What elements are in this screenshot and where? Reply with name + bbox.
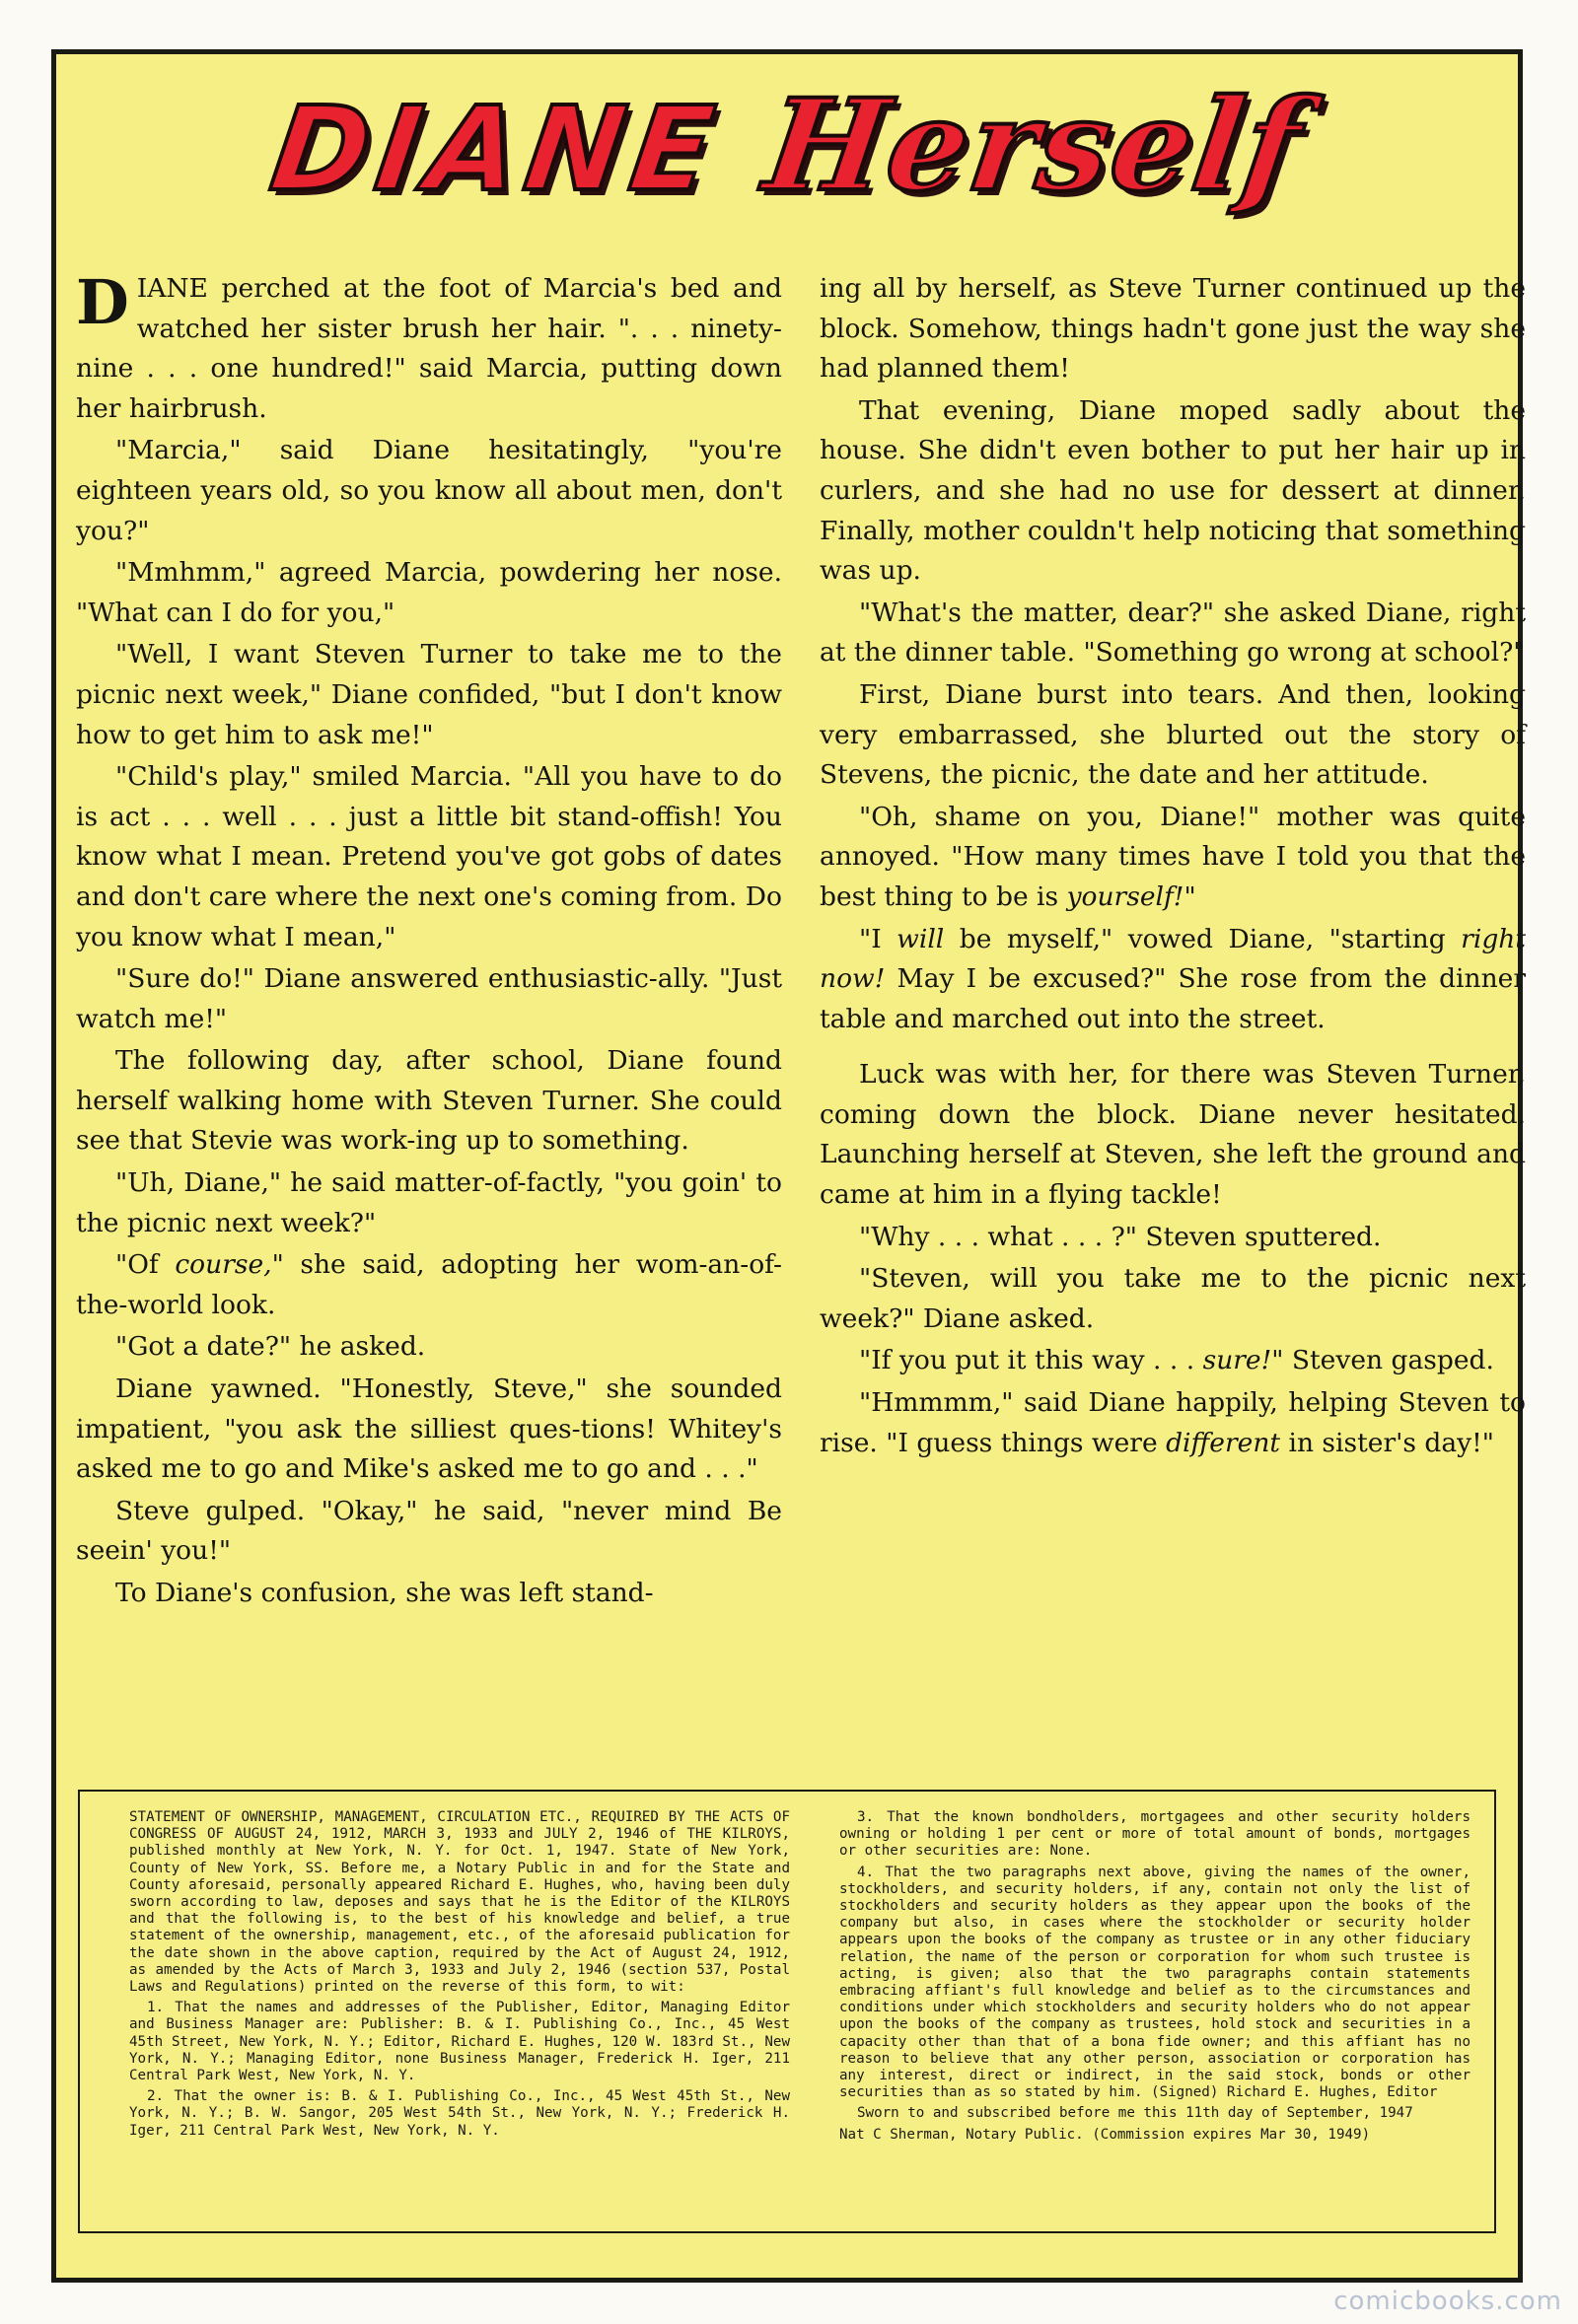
story-paragraph: "Got a date?" he asked. [115,1331,426,1363]
story-paragraph: Steve gulped. "Okay," he said, "never mind Be seein' you!" [76,1495,782,1567]
story-paragraph [820,798,1526,918]
story-paragraph: Diane yawned. "Honestly, Steve," she sounded impatient, "you ask the silliest ques-tions! Whitey's asked me to go and Mike's asked me to go and . . ." [76,1373,782,1485]
story-text: " [1184,880,1196,912]
statement-paragraph: 3. That the known bondholders, mortgagees and other security holders owning or holding 1 per cent or more of total amount of bonds, mortgages or other securities are: None. [839,1809,1470,1860]
statement-paragraph: Nat C Sherman, Notary Public. (Commission expires Mar 30, 1949) [839,2126,1371,2143]
story-paragraph: "Sure do!" Diane answered enthusiastic-ally. "Just watch me!" [76,963,782,1034]
ownership-statement-right [839,1809,1470,2148]
story-paragraph [76,1245,782,1325]
paragraph-gap [820,1041,1526,1055]
story-emphasis: right now! [820,923,1526,995]
story-paragraph: "Marcia," said Diane hesitatingly, "you're eighteen years old, so you know all about men, don't you?" [76,435,782,546]
story-text: be myself," vowed Diane, "starting [944,923,1462,954]
story-text: May I be excused?" She rose from the dinner table and marched out into the street. [820,963,1526,1034]
story-paragraph: Luck was with her, for there was Steven Turner, coming down the block. Diane never hesitated. Launching herself at Steven, she left the ground and came at him in a flying tackle! [820,1059,1526,1211]
story-text: "Hmmmm," said Diane happily, helping Steven to rise. "I guess things were [820,1387,1526,1458]
story-paragraph [820,920,1526,1040]
story-paragraph: "Mmhmm," agreed Marcia, powdering her nose. "What can I do for you," [76,557,782,628]
story-paragraph: To Diane's confusion, she was left stand- [115,1578,654,1608]
title-herself: Herself [756,72,1312,220]
story-title [56,72,1518,269]
statement-paragraph: 2. That the owner is: B. & I. Publishing Co., Inc., 45 West 45th St., New York, N. Y.; B. W. Sangor, 205 West 54th St., New York, N. Y.; Frederick H. Iger, 211 Central Park West, New York, N. Y. [129,2088,790,2139]
story-paragraph: That evening, Diane moped sadly about the house. She didn't even bother to put her hair up in curlers, and she had no use for dessert at dinner. Finally, mother couldn't help noticing that something was up. [820,394,1526,587]
story-text: "If you put it this way . . . [859,1345,1203,1376]
statement-paragraph: Sworn to and subscribed before me this 11th day of September, 1947 [857,2105,1413,2122]
story-paragraph: "What's the matter, dear?" she asked Diane, right at the dinner table. "Something go wrong at school?" [820,597,1526,669]
story-text: IANE perched at the foot of Marcia's bed and watched her sister brush her hair. ". . . ninety-nine . . . one hundred!" said Marcia, putting down her hairbrush. [76,273,782,424]
story-paragraph [76,266,782,429]
drop-cap: D [76,266,129,338]
story-text: " Steven gasped. [1271,1345,1494,1376]
ownership-statement-box [78,1790,1496,2233]
story-paragraph: The following day, after school, Diane found herself walking home with Steven Turner. She could see that Stevie was work-ing up to something. [76,1045,782,1157]
story-paragraph [820,1341,1526,1381]
story-text: "I [859,923,897,954]
story-paragraph: "Uh, Diane," he said matter-of-factly, "you goin' to the picnic next week?" [76,1167,782,1238]
story-paragraph: First, Diane burst into tears. And then, looking very embarrassed, she blurted out the story of Stevens, the picnic, the date and her attitude. [820,678,1526,791]
title-diane: DIANE [263,81,730,217]
story-paragraph: "Well, I want Steven Turner to take me to the picnic next week," Diane confided, "but I don't know how to get him to ask me!" [76,639,782,750]
story-text: " she said, adopting her wom-an-of-the-world look. [76,1249,783,1320]
story-text: "Oh, shame on you, Diane!" mother was quite annoyed. "How many times have I told you that the best thing to be is [820,801,1526,912]
story-paragraph: "Child's play," smiled Marcia. "All you have to do is act . . . well . . . just a little bit stand-offish! You know what I mean. Pretend you've got gobs of dates and don't care where the next one's coming from. Do you know what I mean," [76,761,782,952]
story-paragraph [820,1383,1526,1463]
story-paragraph: "Why . . . what . . . ?" Steven sputtered. [859,1221,1382,1252]
statement-paragraph: 4. That the two paragraphs next above, giving the names of the owner, stockholders, and security holders, if any, contain not only the list of stockholders and security holders as they appear upon the books of the company but also, in cases where the stockholder or security holder appears upon the books of the company as trustee or in any other fiduciary relation, the name of the person or corporation for whom such trustee is acting, is given; also that the two paragraphs contain statements embracing affiant's full knowledge and belief as to the circumstances and conditions under which stockholders and security holders who do not appear upon the books of the company as trustees, hold stock and securities in a capacity other than that of a bona fide owner; and this affiant has no reason to believe that any other person, association or corporation has any interest, direct or indirect, in the said stock, bonds or other securities than as so stated by him. (Signed) Richard E. Hughes, Editor [839,1864,1470,2101]
story-text: in sister's day!" [1280,1427,1494,1458]
statement-paragraph: 1. That the names and addresses of the Publisher, Editor, Managing Editor and Business Manager are: Publisher: B. & I. Publishing Co., Inc., 45 West 45th Street, New York, N. Y.; Editor, Richard E. Hughes, 120 W. 183rd St., New York, N. Y.; Managing Editor, none Business Manager, Frederick H. Iger, 211 Central Park West, New York, N. Y. [129,2000,790,2084]
statement-paragraph: STATEMENT OF OWNERSHIP, MANAGEMENT, CIRCULATION ETC., REQUIRED BY THE ACTS OF CONGRESS OF AUGUST 24, 1912, MARCH 3, 1933 and JULY 2, 1946 of THE KILROYS, published monthly at New York, N. Y. for Oct. 1, 1947. State of New York, County of New York, SS. Before me, a Notary Public in and for the State and County aforesaid, personally appeared Richard E. Hughes, who, having been duly sworn according to law, deposes and says that he is the Editor of the KILROYS and that the following is, to the best of his knowledge and belief, a true statement of the ownership, management, etc., of the aforesaid publication for the date shown in the above caption, required by the Act of August 24, 1912, as amended by the Acts of March 3, 1933 and July 2, 1946 (section 537, Postal Laws and Regulations) printed on the reverse of this form, to wit: [129,1809,790,1996]
story-emphasis: yourself! [1066,880,1184,912]
story-paragraph: "Steven, will you take me to the picnic next week?" Diane asked. [820,1263,1526,1334]
story-text: "Of [115,1249,176,1281]
story-emphasis: different [1166,1427,1281,1458]
story-emphasis: sure! [1202,1345,1272,1376]
story-page [51,49,1526,2283]
story-paragraph: ing all by herself, as Steve Turner continued up the block. Somehow, things hadn't gone just the way she had planned them! [820,273,1526,385]
story-emphasis: will [897,923,945,954]
story-column-left [76,266,783,1616]
site-watermark: comicbooks.com [1333,2287,1562,2316]
story-column-right [820,269,1526,1465]
story-emphasis: course, [175,1249,272,1281]
ownership-statement-left [129,1809,790,2144]
